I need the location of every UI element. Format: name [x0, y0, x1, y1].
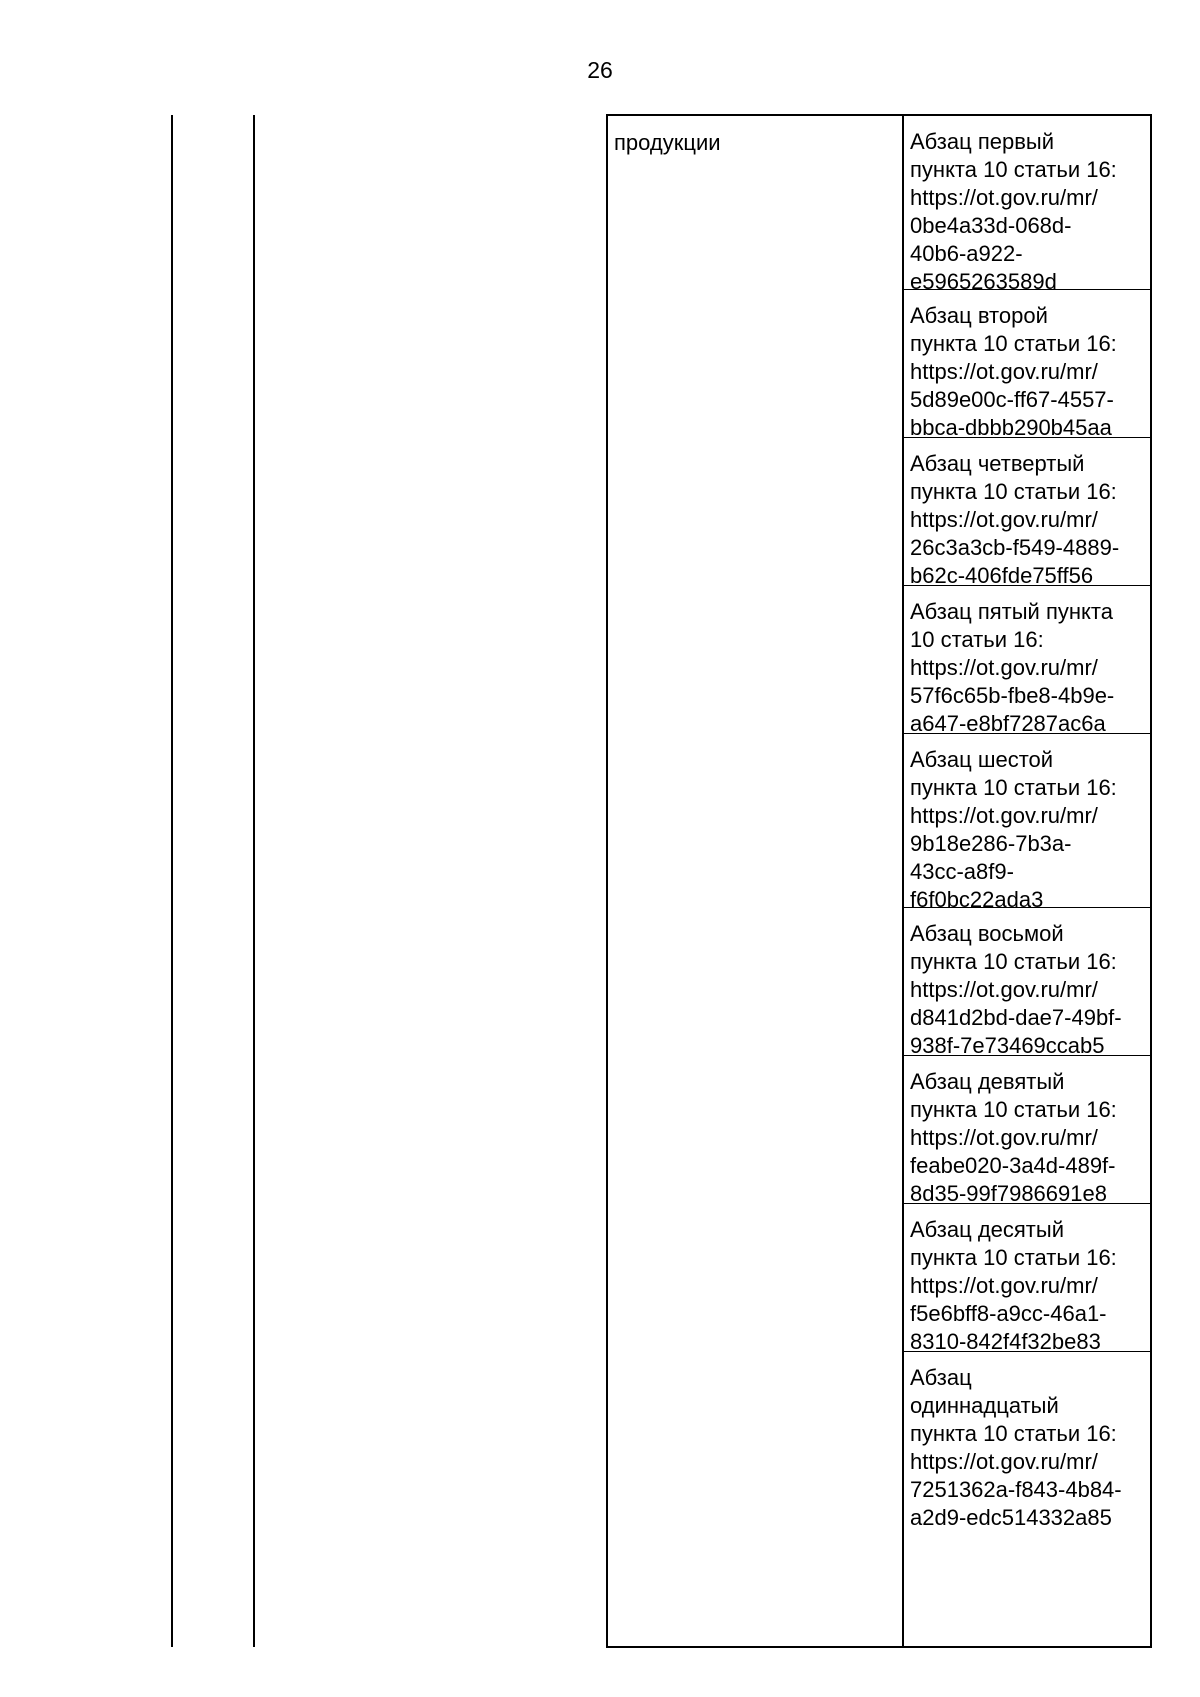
reference-text-line: 8d35-99f7986691e8	[910, 1181, 1107, 1204]
reference-text-line: https://ot.gov.ru/mr/	[910, 1125, 1098, 1150]
reference-text-line: https://ot.gov.ru/mr/	[910, 1273, 1098, 1298]
reference-text-line: пункта 10 статьи 16:	[910, 331, 1117, 356]
reference-text-line: пункта 10 статьи 16:	[910, 479, 1117, 504]
reference-text-line: 43cc-a8f9-	[910, 859, 1014, 884]
reference-cell	[904, 734, 1150, 908]
reference-text-line: Абзац первый	[910, 129, 1054, 154]
reference-cell	[904, 1204, 1150, 1352]
reference-table	[606, 114, 1152, 1648]
reference-text-line: https://ot.gov.ru/mr/	[910, 507, 1098, 532]
reference-text-line: 40b6-a922-	[910, 241, 1023, 266]
reference-text-line: пункта 10 статьи 16:	[910, 1421, 1117, 1446]
reference-text-line: Абзац пятый пункта	[910, 599, 1113, 624]
reference-cell	[904, 908, 1150, 1056]
reference-cell	[904, 1352, 1150, 1526]
reference-text-line: Абзац	[910, 1365, 972, 1390]
reference-text-line: 7251362a-f843-4b84-	[910, 1477, 1122, 1502]
reference-text-line: 26c3a3cb-f549-4889-	[910, 535, 1120, 560]
reference-text-line: https://ot.gov.ru/mr/	[910, 803, 1098, 828]
reference-text-line: f6f0bc22ada3	[910, 887, 1044, 908]
reference-text-line: 938f-7e73469ccab5	[910, 1033, 1105, 1056]
product-cell: продукции	[608, 116, 904, 1646]
reference-cell	[904, 438, 1150, 586]
reference-text-line: Абзац восьмой	[910, 921, 1064, 946]
reference-text-line: Абзац десятый	[910, 1217, 1064, 1242]
reference-text-line: a2d9-edc514332a85	[910, 1505, 1112, 1526]
reference-text-line: пункта 10 статьи 16:	[910, 157, 1117, 182]
reference-text-line: 0be4a33d-068d-	[910, 213, 1072, 238]
reference-cell	[904, 1056, 1150, 1204]
reference-text-line: https://ot.gov.ru/mr/	[910, 185, 1098, 210]
page-number: 26	[587, 57, 613, 83]
reference-text-line: https://ot.gov.ru/mr/	[910, 1449, 1098, 1474]
reference-text-line: https://ot.gov.ru/mr/	[910, 977, 1098, 1002]
reference-text-line: Абзац четвертый	[910, 451, 1085, 476]
reference-column	[904, 116, 1150, 1646]
reference-text-line: 5d89e00c-ff67-4557-	[910, 387, 1114, 412]
table-border-line-inner	[253, 115, 255, 1647]
reference-text-line: Абзац девятый	[910, 1069, 1065, 1094]
reference-text-line: Абзац второй	[910, 303, 1048, 328]
reference-text-line: одиннадцатый	[910, 1393, 1059, 1418]
reference-text-line: d841d2bd-dae7-49bf-	[910, 1005, 1122, 1030]
table-border-line-left	[171, 115, 173, 1647]
reference-text-line: https://ot.gov.ru/mr/	[910, 655, 1098, 680]
reference-text-line: https://ot.gov.ru/mr/	[910, 359, 1098, 384]
reference-text-line: Абзац шестой	[910, 747, 1054, 772]
reference-text-line: f5e6bff8-a9cc-46a1-	[910, 1301, 1107, 1326]
reference-text-line: пункта 10 статьи 16:	[910, 1097, 1117, 1122]
reference-text-line: пункта 10 статьи 16:	[910, 1245, 1117, 1270]
reference-text-line: 8310-842f4f32be83	[910, 1329, 1101, 1352]
reference-text-line: 9b18e286-7b3a-	[910, 831, 1072, 856]
reference-text-line: bbca-dbbb290b45aa	[910, 415, 1112, 438]
reference-text-line: e5965263589d	[910, 269, 1057, 290]
reference-text-line: 57f6c65b-fbe8-4b9e-	[910, 683, 1115, 708]
reference-text-line: пункта 10 статьи 16:	[910, 949, 1117, 974]
reference-text-line: b62c-406fde75ff56	[910, 563, 1094, 586]
reference-cell	[904, 116, 1150, 290]
reference-text-line: 10 статьи 16:	[910, 627, 1044, 652]
reference-cell	[904, 586, 1150, 734]
reference-text-line: feabe020-3a4d-489f-	[910, 1153, 1116, 1178]
reference-cell	[904, 290, 1150, 438]
reference-text-line: a647-e8bf7287ac6a	[910, 711, 1106, 734]
reference-text-line: пункта 10 статьи 16:	[910, 775, 1117, 800]
